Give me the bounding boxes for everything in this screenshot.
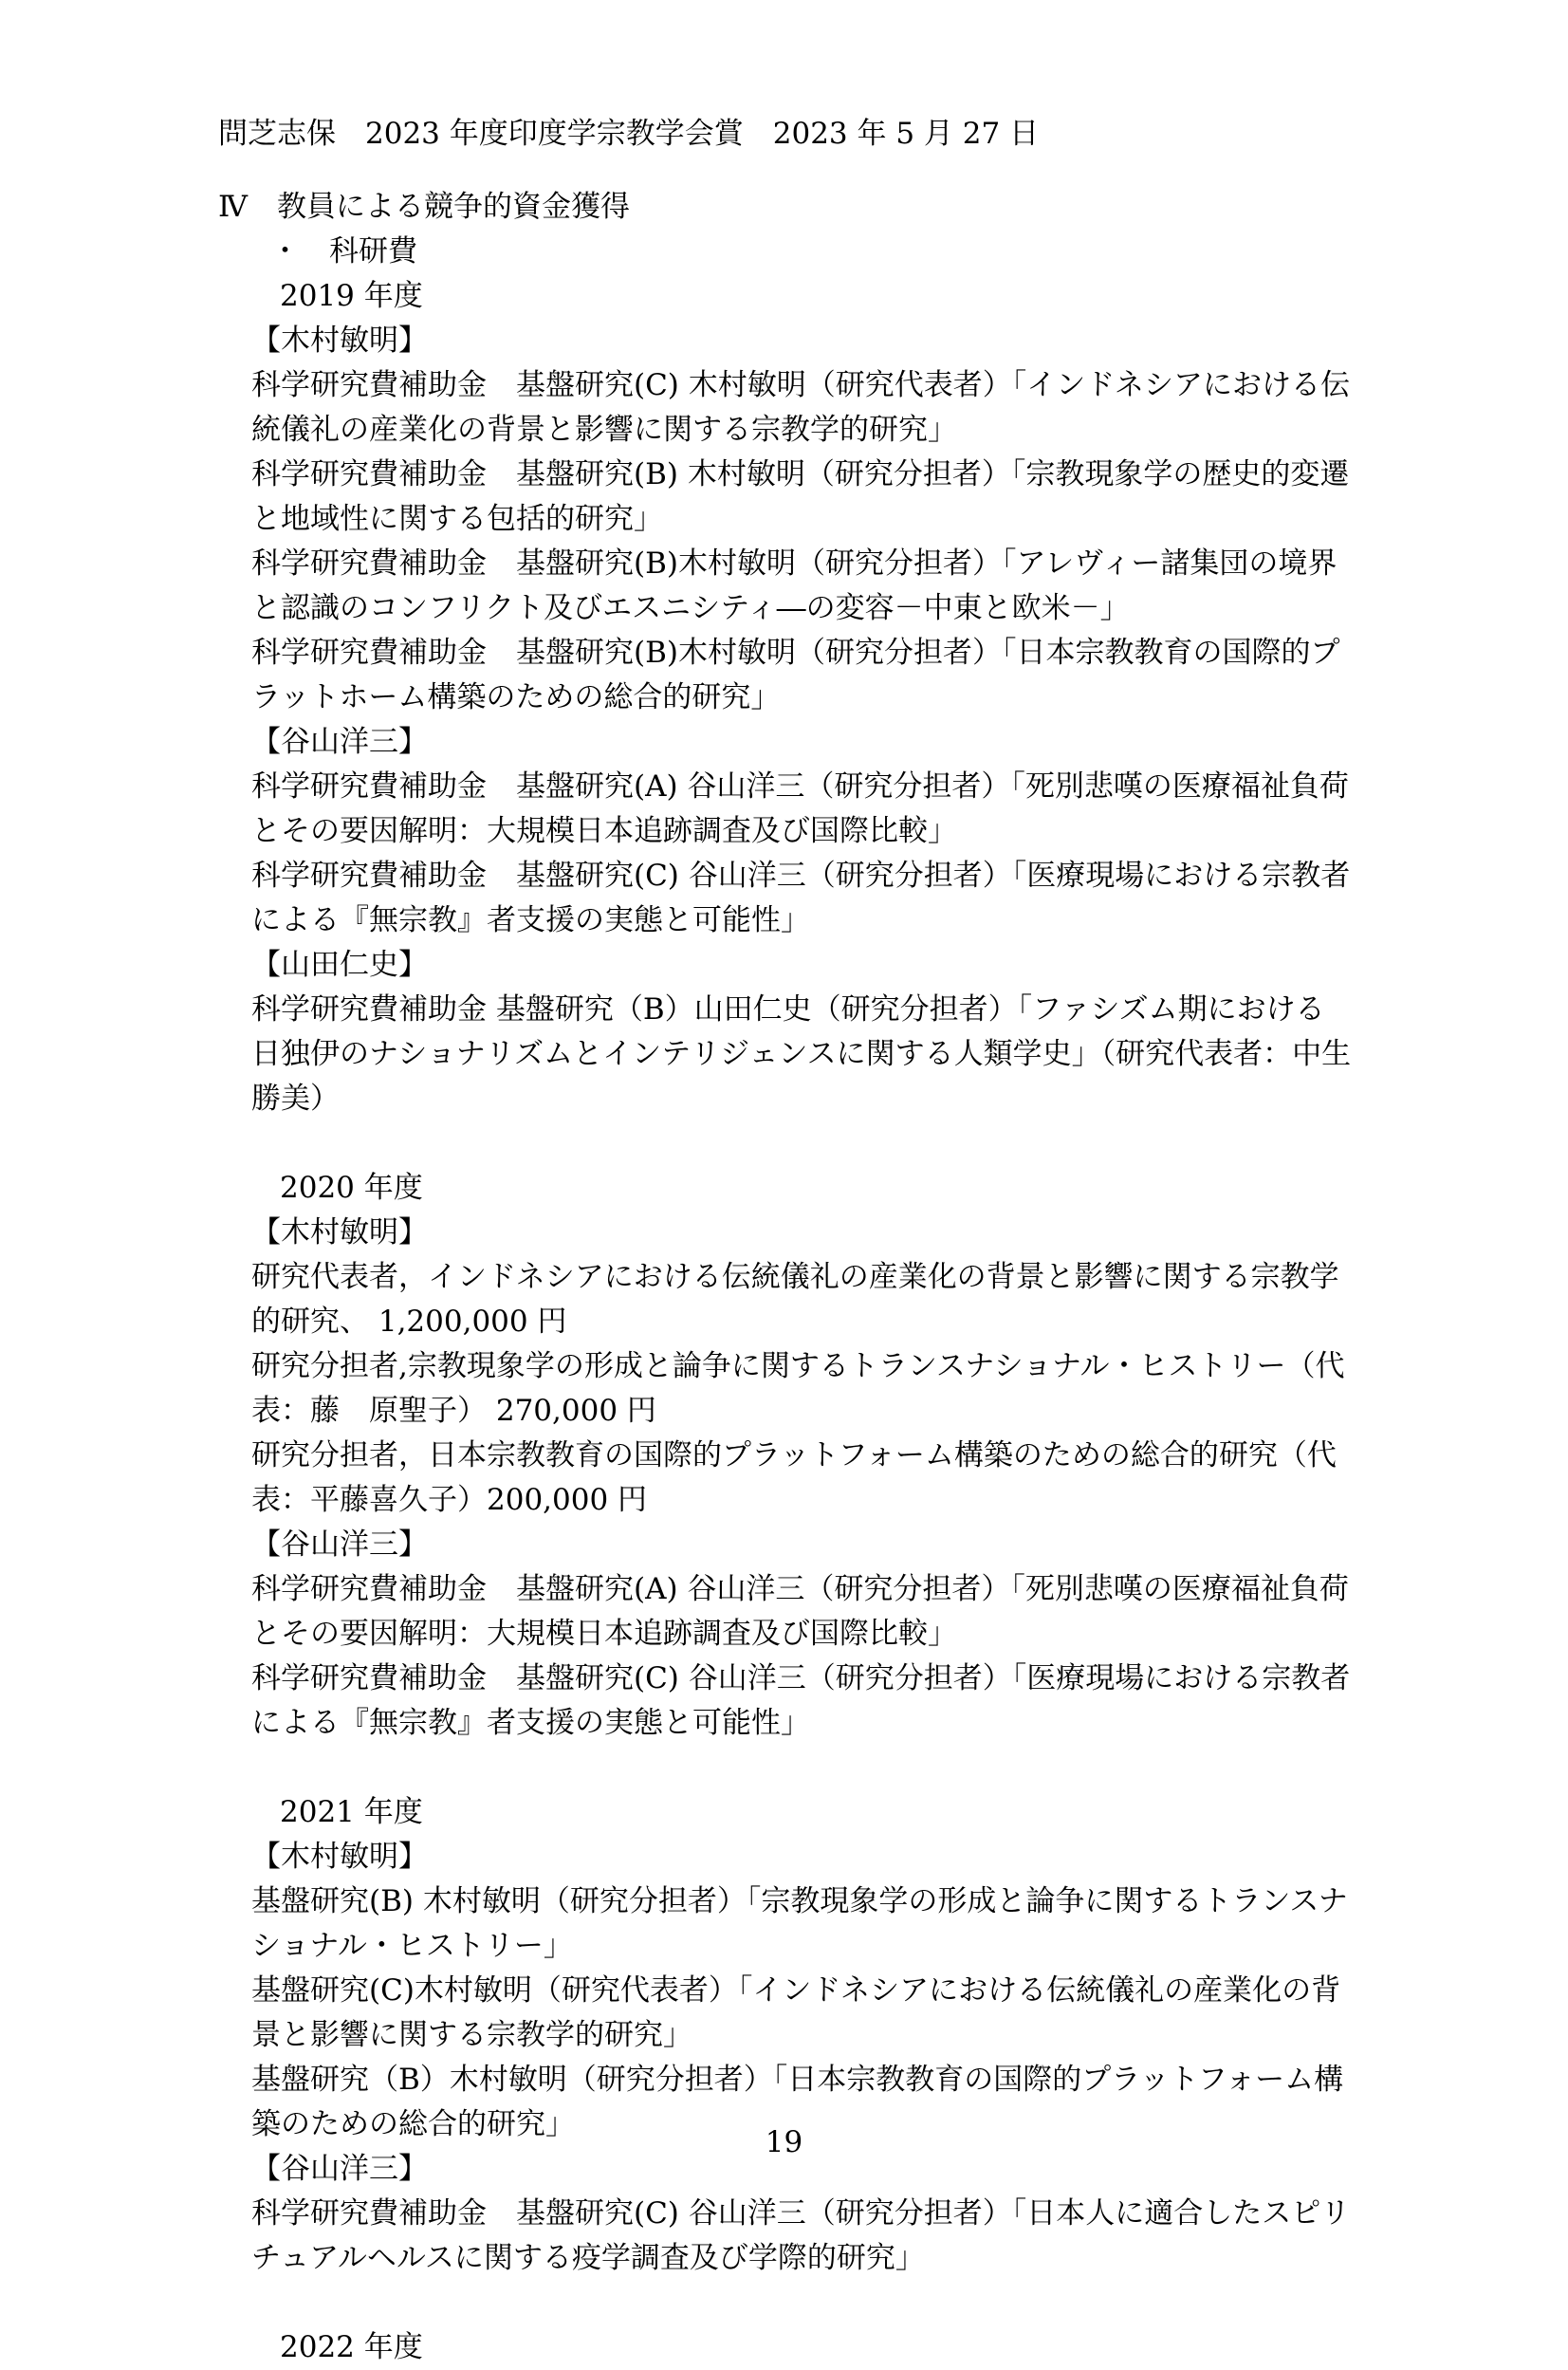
section-title: Ⅳ 教員による競争的資金獲得 bbox=[218, 190, 630, 224]
grant-entry: 科学研究費補助金 基盤研究(C) 木村敏明（研究代表者）「インドネシアにおける伝統儀礼の産業化の背景と影響に関する宗教学的研究」 bbox=[251, 368, 1350, 447]
researcher-name: 【谷山洋三】 bbox=[251, 725, 428, 759]
page-content bbox=[218, 112, 1395, 2370]
grant-entry: 科学研究費補助金 基盤研究(A) 谷山洋三（研究分担者）「死別悲嘆の医療福祉負荷とその要因解明：大規模日本追跡調査及び国際比較」 bbox=[251, 1572, 1349, 1651]
fiscal-year-heading: 2020 年度 bbox=[280, 1171, 423, 1205]
grant-entry: 科学研究費補助金 基盤研究(A) 谷山洋三（研究分担者）「死別悲嘆の医療福祉負荷とその要因解明：大規模日本追跡調査及び国際比較」 bbox=[251, 769, 1349, 848]
grant-entry: 基盤研究(B) 木村敏明（研究分担者）「宗教現象学の形成と論争に関するトランスナショナル・ヒストリー」 bbox=[251, 1884, 1348, 1963]
fiscal-year-heading: 2022 年度 bbox=[280, 2330, 423, 2364]
fiscal-year-heading: 2019 年度 bbox=[280, 279, 423, 313]
grant-entry: 科学研究費補助金 基盤研究（B）山田仁史（研究分担者）「ファシズム期における日独伊のナショナリズムとインテリジェンスに関する人類学史」（研究代表者：中生勝美） bbox=[251, 992, 1352, 1116]
year-list bbox=[218, 274, 1395, 2370]
grant-entry: 基盤研究(C)木村敏明（研究代表者）「インドネシアにおける伝統儀礼の産業化の背景と影響に関する宗教学的研究」 bbox=[251, 1973, 1341, 2052]
grant-entry: 基盤研究（B）木村敏明（研究分担者）「日本宗教教育の国際的プラットフォーム構築のための総合的研究」 bbox=[251, 2063, 1344, 2141]
researcher-name: 【木村敏明】 bbox=[251, 1840, 428, 1874]
researcher-name: 【谷山洋三】 bbox=[251, 1528, 428, 1562]
grant-entry: 科学研究費補助金 基盤研究(C) 谷山洋三（研究分担者）「医療現場における宗教者による『無宗教』者支援の実態と可能性」 bbox=[251, 1661, 1351, 1740]
researcher-name: 【木村敏明】 bbox=[251, 324, 428, 358]
page-header: 問芝志保 2023 年度印度学宗教学会賞 2023 年 5 月 27 日 bbox=[218, 117, 1040, 151]
researcher-name: 【山田仁史】 bbox=[251, 948, 428, 982]
grant-entry: 研究分担者,宗教現象学の形成と論争に関するトランスナショナル・ヒストリー（代表：藤 原聖子） 270,000 円 bbox=[251, 1349, 1345, 1428]
researcher-name: 【谷山洋三】 bbox=[251, 2152, 428, 2186]
blank-line bbox=[218, 1746, 1356, 1790]
grant-entry: 科学研究費補助金 基盤研究(B)木村敏明（研究分担者）「アレヴィー諸集団の境界と認識のコンフリクト及びエスニシティ―の変容－中東と欧米－」 bbox=[251, 546, 1337, 625]
fiscal-year-heading: 2021 年度 bbox=[280, 1795, 423, 1829]
blank-line bbox=[218, 2281, 1356, 2325]
researcher-name: 【木村敏明】 bbox=[251, 1215, 428, 1250]
grant-entry: 研究代表者，インドネシアにおける伝統儀礼の産業化の背景と影響に関する宗教学的研究、 1,200,000 円 bbox=[251, 1260, 1339, 1339]
grant-entry: 科学研究費補助金 基盤研究(C) 谷山洋三（研究分担者）「医療現場における宗教者による『無宗教』者支援の実態と可能性」 bbox=[251, 859, 1351, 937]
grant-entry: 研究分担者，日本宗教教育の国際的プラットフォーム構築のための総合的研究（代 表：平藤喜久子）200,000 円 bbox=[251, 1438, 1395, 1517]
page-number: 19 bbox=[765, 2125, 803, 2159]
bullet-item: ・ 科研費 bbox=[270, 234, 417, 268]
blank-line bbox=[218, 1121, 1356, 1166]
grant-entry: 科学研究費補助金 基盤研究(B) 木村敏明（研究分担者）「宗教現象学の歴史的変遷と地域性に関する包括的研究」 bbox=[251, 457, 1350, 536]
grant-entry: 科学研究費補助金 基盤研究(B)木村敏明（研究分担者）「日本宗教教育の国際的プラットホーム構築のための総合的研究」 bbox=[251, 636, 1340, 714]
grant-entry: 科学研究費補助金 基盤研究(C) 谷山洋三（研究分担者）「日本人に適合したスピリチュアルヘルスに関する疫学調査及び学際的研究」 bbox=[251, 2196, 1351, 2275]
